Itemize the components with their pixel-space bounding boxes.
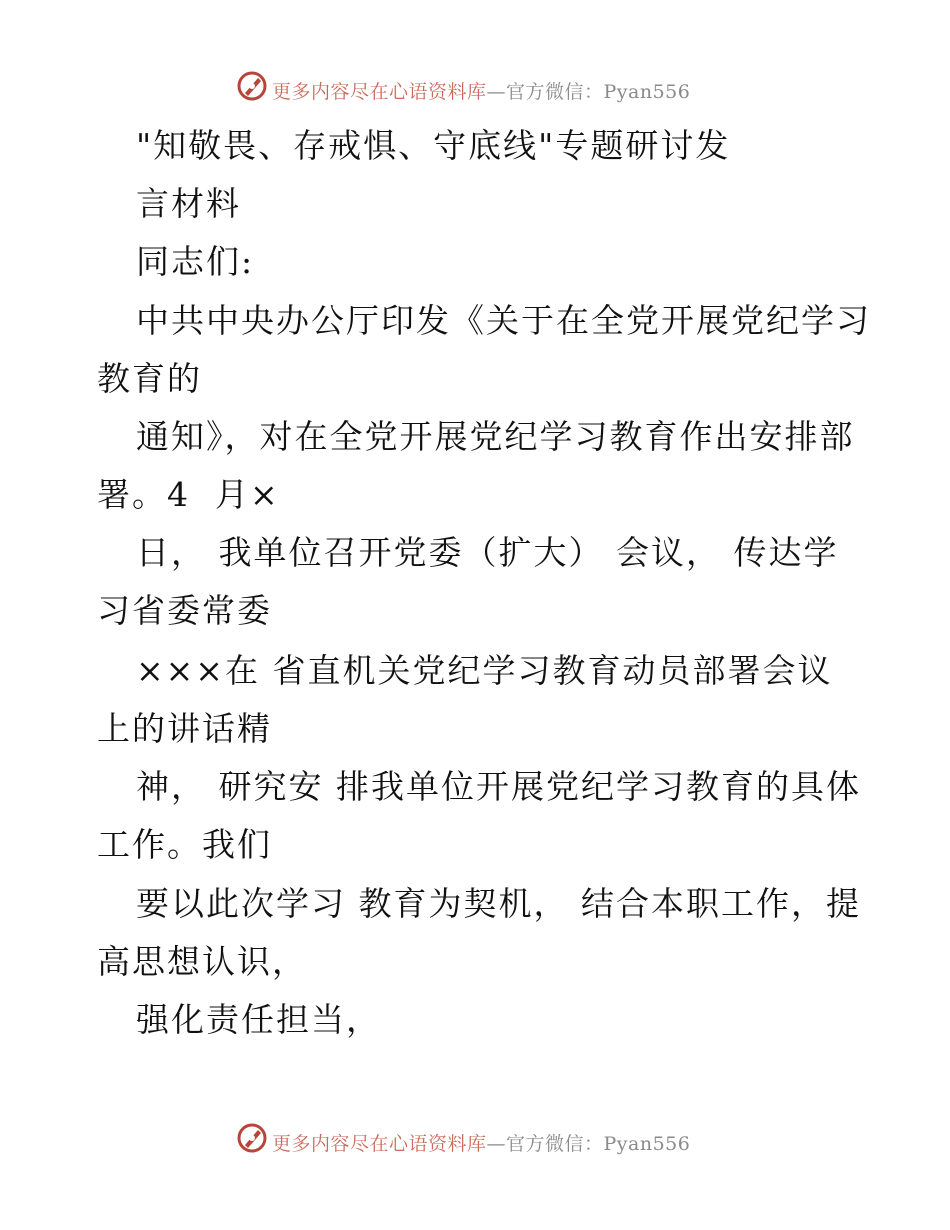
- watermark-site-text: 更多内容尽在心语资料库: [272, 81, 487, 103]
- paragraph-line: ×××在 省直机关党纪学习教育动员部署会议: [136, 651, 833, 690]
- paragraph-line: 署。4 月×: [97, 475, 280, 514]
- pen-logo-icon: [236, 1122, 268, 1154]
- paragraph-line: 工作。我们: [97, 825, 272, 864]
- title-line-2: 言材料: [136, 184, 241, 223]
- watermark-wechat-text: —官方微信：Pyan556: [486, 81, 691, 103]
- title-line-1: "知敬畏、存戒惧、守底线"专题研讨发: [136, 126, 731, 165]
- watermark-text: [272, 77, 690, 104]
- paragraph-line: 神， 研究安 排我单位开展党纪学习教育的具体: [136, 767, 861, 806]
- paragraph-line: 高思想认识，: [97, 942, 307, 981]
- pen-logo-icon: [236, 70, 268, 102]
- watermark-site-text: 更多内容尽在心语资料库: [272, 1133, 487, 1155]
- paragraph-line: 要以此次学习 教育为契机， 结合本职工作，提: [136, 884, 861, 923]
- paragraph-line: 日， 我单位召开党委（扩大） 会议， 传达学: [136, 533, 839, 572]
- paragraph-line: 通知》，对在全党开展党纪学习教育作出安排部: [136, 417, 855, 456]
- header-watermark-banner: [0, 68, 950, 108]
- salutation: 同志们:: [136, 242, 255, 281]
- paragraph-line: 中共中央办公厅印发《关于在全党开展党纪学习: [136, 301, 871, 340]
- footer-watermark-banner: [0, 1120, 950, 1160]
- paragraph-line: 教育的: [97, 359, 202, 398]
- watermark-wechat-text: —官方微信：Pyan556: [486, 1133, 691, 1155]
- paragraph-line: 习省委常委: [97, 591, 272, 630]
- paragraph-line: 强化责任担当，: [136, 1000, 381, 1039]
- watermark-text: [272, 1129, 690, 1156]
- paragraph-line: 上的讲话精: [97, 709, 272, 748]
